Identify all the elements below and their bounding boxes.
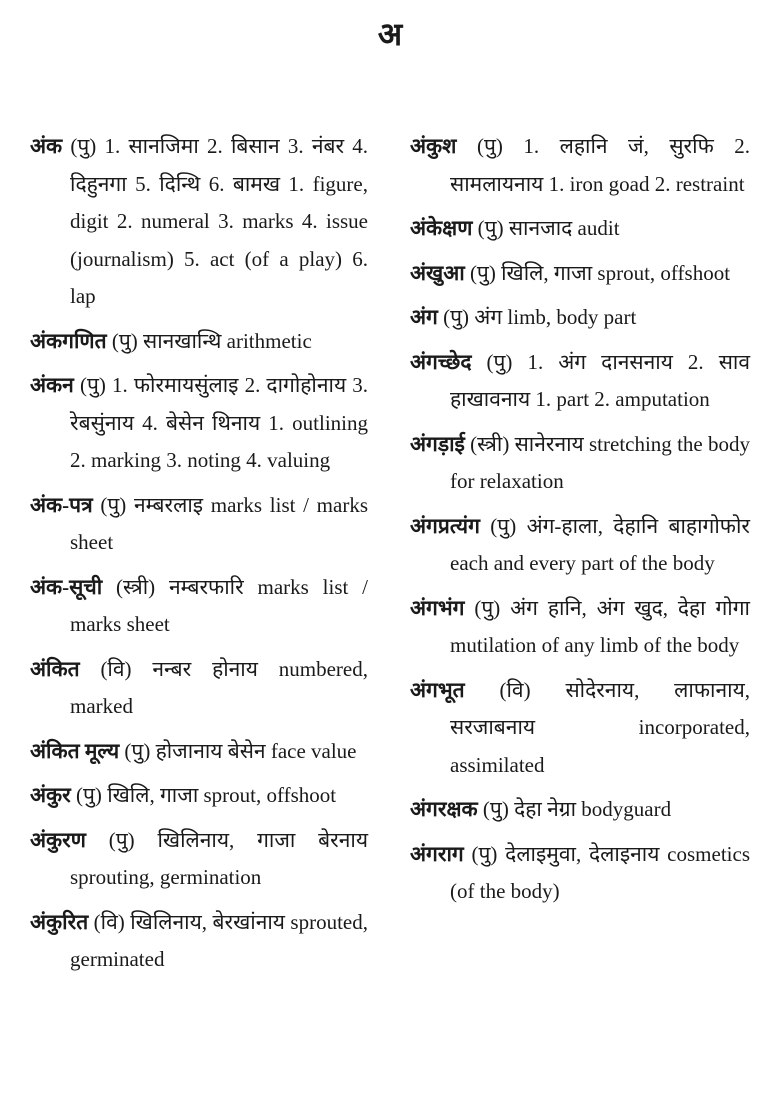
dictionary-entry [410, 344, 750, 419]
definition: नन्बर होनाय numbered, marked [70, 656, 368, 718]
part-of-speech: (पु) [469, 260, 496, 285]
dictionary-entry [30, 128, 368, 316]
headword: अंकुश [410, 134, 457, 158]
dictionary-entry [410, 128, 750, 203]
headword: अंकेक्षण [410, 216, 473, 240]
part-of-speech: (पु) [79, 373, 106, 397]
part-of-speech: (पु) [76, 783, 102, 807]
headword: अंग [410, 305, 438, 329]
dictionary-entry [30, 323, 368, 361]
definition: नम्बरफारि marks list / marks sheet [70, 574, 368, 636]
dictionary-entry [30, 733, 368, 771]
headword: अंकगणित [30, 328, 107, 353]
headword: अंकित [30, 656, 80, 681]
part-of-speech: (पु) [108, 827, 135, 852]
headword: अंकन [30, 373, 74, 397]
definition: नम्बरलाइ marks list / marks sheet [70, 492, 369, 554]
definition: सोदेरनाय, लाफानाय, सरजाबनाय incorporated, assimilated [450, 677, 751, 777]
definition: खिलिनाय, बेरखांनाय sprouted, germinated [70, 909, 369, 971]
definition: 1. फोरमायसुंलाइ 2. दागोहोनाय 3. रेबसुंनाय 4. बेसेन थिनाय 1. outlining 2. marking 3. noting 4. valuing [70, 373, 369, 472]
dictionary-entry [410, 672, 750, 785]
part-of-speech: (पु) [482, 797, 509, 821]
part-of-speech: (स्त्री) [470, 431, 510, 456]
dictionary-entry [30, 569, 368, 644]
part-of-speech: (पु) [471, 841, 498, 866]
definition: देहा नेग्रा bodyguard [514, 797, 672, 821]
headword: अंगभूत [410, 677, 465, 702]
dictionary-entry [30, 487, 368, 562]
part-of-speech: (वि) [100, 656, 132, 681]
dictionary-entry [410, 836, 750, 911]
dictionary-entry [410, 299, 750, 337]
dictionary-entry [410, 210, 750, 248]
headword: अंकुर [30, 783, 71, 807]
part-of-speech: (पु) [100, 492, 127, 517]
dictionary-entry [30, 904, 368, 979]
left-column [30, 128, 368, 986]
headword: अंगभंग [410, 595, 465, 620]
dictionary-entry [30, 822, 368, 897]
part-of-speech: (पु) [70, 134, 97, 158]
part-of-speech: (पु) [124, 738, 151, 763]
definition: होजानाय बेसेन face value [155, 738, 357, 763]
dictionary-entry [410, 508, 750, 583]
definition: खिलिनाय, गाजा बेरनाय sprouting, germination [70, 827, 369, 889]
definition: सानजाद audit [508, 216, 620, 240]
dictionary-entry [410, 426, 750, 501]
part-of-speech: (पु) [486, 349, 513, 374]
dictionary-entry [30, 367, 368, 480]
headword: अंगप्रत्यंग [410, 513, 480, 538]
part-of-speech: (पु) [474, 595, 501, 620]
definition: खिलि, गाजा sprout, offshoot [501, 260, 731, 285]
headword: अंक-सूची [30, 574, 103, 599]
dictionary-entry [30, 777, 368, 815]
definition: 1. अंग दानसनाय 2. साव हाखावनाय 1. part 2. amputation [450, 349, 751, 411]
dictionary-entry [410, 255, 750, 293]
headword: अंखुआ [410, 260, 465, 285]
headword: अंगड़ाई [410, 431, 465, 456]
definition: अंग हानि, अंग खुद, देहा गोगा mutilation of any limb of the body [450, 595, 751, 657]
dictionary-entry [30, 651, 368, 726]
definition: 1. सानजिमा 2. बिसान 3. नंबर 4. दिहुनगा 5. दिन्थि 6. बामख 1. figure, digit 2. numeral 3. marks 4. issue (journalism) 5. act (of a play) 6. lap [70, 134, 369, 308]
definition: 1. लहानि जं, सुरफि 2. सामलायनाय 1. iron goad 2. restraint [450, 134, 751, 196]
definition: खिलि, गाजा sprout, offshoot [107, 783, 337, 807]
headword: अंक-पत्र [30, 492, 93, 517]
headword: अंक [30, 134, 63, 158]
part-of-speech: (पु) [476, 134, 503, 158]
dictionary-entry [410, 791, 750, 829]
definition: सानखान्थि arithmetic [143, 328, 312, 353]
definition: अंग-हाला, देहानि बाहागोफोर each and every part of the body [450, 513, 750, 575]
definition: अंग limb, body part [474, 305, 637, 329]
definition: सानेरनाय stretching the body for relaxation [450, 431, 750, 493]
part-of-speech: (वि) [93, 909, 125, 934]
part-of-speech: (पु) [490, 513, 517, 538]
dictionary-entry [410, 590, 750, 665]
section-letter-heading: अ [377, 16, 403, 52]
part-of-speech: (पु) [111, 328, 138, 353]
right-column [410, 128, 750, 918]
headword: अंगरक्षक [410, 797, 478, 821]
headword: अंकुरित [30, 909, 89, 934]
part-of-speech: (स्त्री) [115, 574, 156, 599]
headword: अंकुरण [30, 827, 86, 852]
headword: अंकित मूल्य [30, 738, 120, 763]
definition: देलाइमुवा, देलाइनाय cosmetics (of the body) [450, 841, 750, 903]
part-of-speech: (पु) [443, 305, 470, 329]
part-of-speech: (पु) [477, 216, 504, 240]
headword: अंगच्छेद [410, 349, 472, 374]
part-of-speech: (वि) [499, 677, 531, 702]
headword: अंगराग [410, 841, 464, 866]
